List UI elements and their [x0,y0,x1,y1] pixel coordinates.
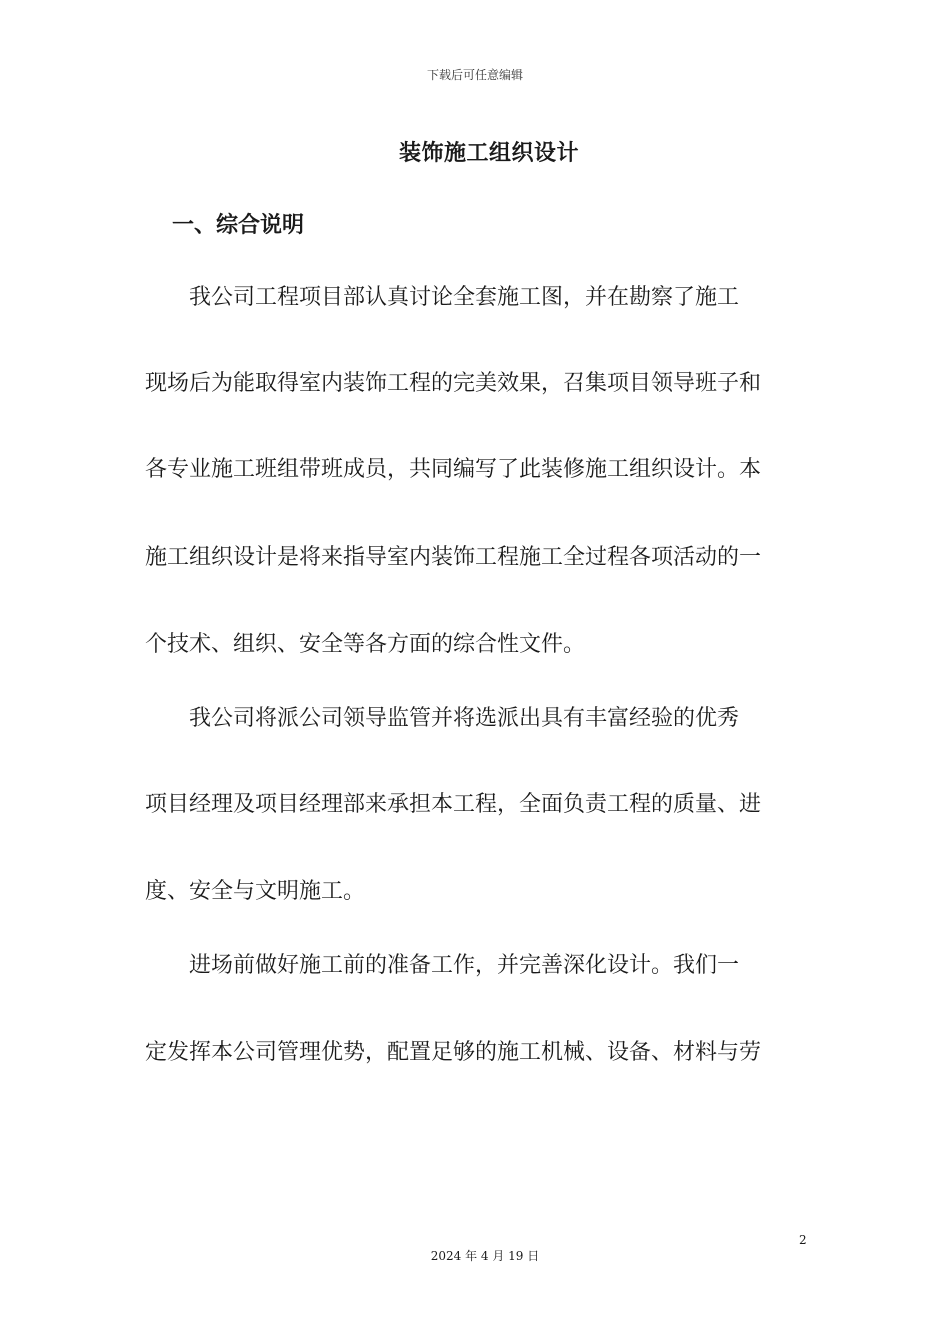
paragraph-line: 施工组织设计是将来指导室内装饰工程施工全过程各项活动的一 [145,545,762,570]
header-note: 下载后可任意编辑 [426,68,523,82]
paragraph-line: 项目经理及项目经理部来承担本工程，全面负责工程的质量、进 [145,792,762,817]
paragraph-line: 我公司工程项目部认真讨论全套施工图，并在勘察了施工 [145,285,740,310]
paragraph-line: 定发挥本公司管理优势，配置足够的施工机械、设备、材料与劳 [145,1040,762,1065]
footer-date: 2024 年 4 月 19 日 [430,1249,540,1263]
section-heading: 一、综合说明 [172,213,305,238]
document-title: 装饰施工组织设计 [398,141,579,166]
paragraph-line: 个技术、组织、安全等各方面的综合性文件。 [145,632,586,657]
page-number: 2 [799,1233,807,1247]
paragraph-line: 度、安全与文明施工。 [145,879,366,904]
paragraph-line: 我公司将派公司领导监管并将选派出具有丰富经验的优秀 [145,706,740,731]
paragraph-line: 现场后为能取得室内装饰工程的完美效果，召集项目领导班子和 [145,371,762,396]
paragraph-line: 进场前做好施工前的准备工作，并完善深化设计。我们一 [145,953,740,978]
paragraph-line: 各专业施工班组带班成员，共同编写了此装修施工组织设计。本 [145,457,762,482]
